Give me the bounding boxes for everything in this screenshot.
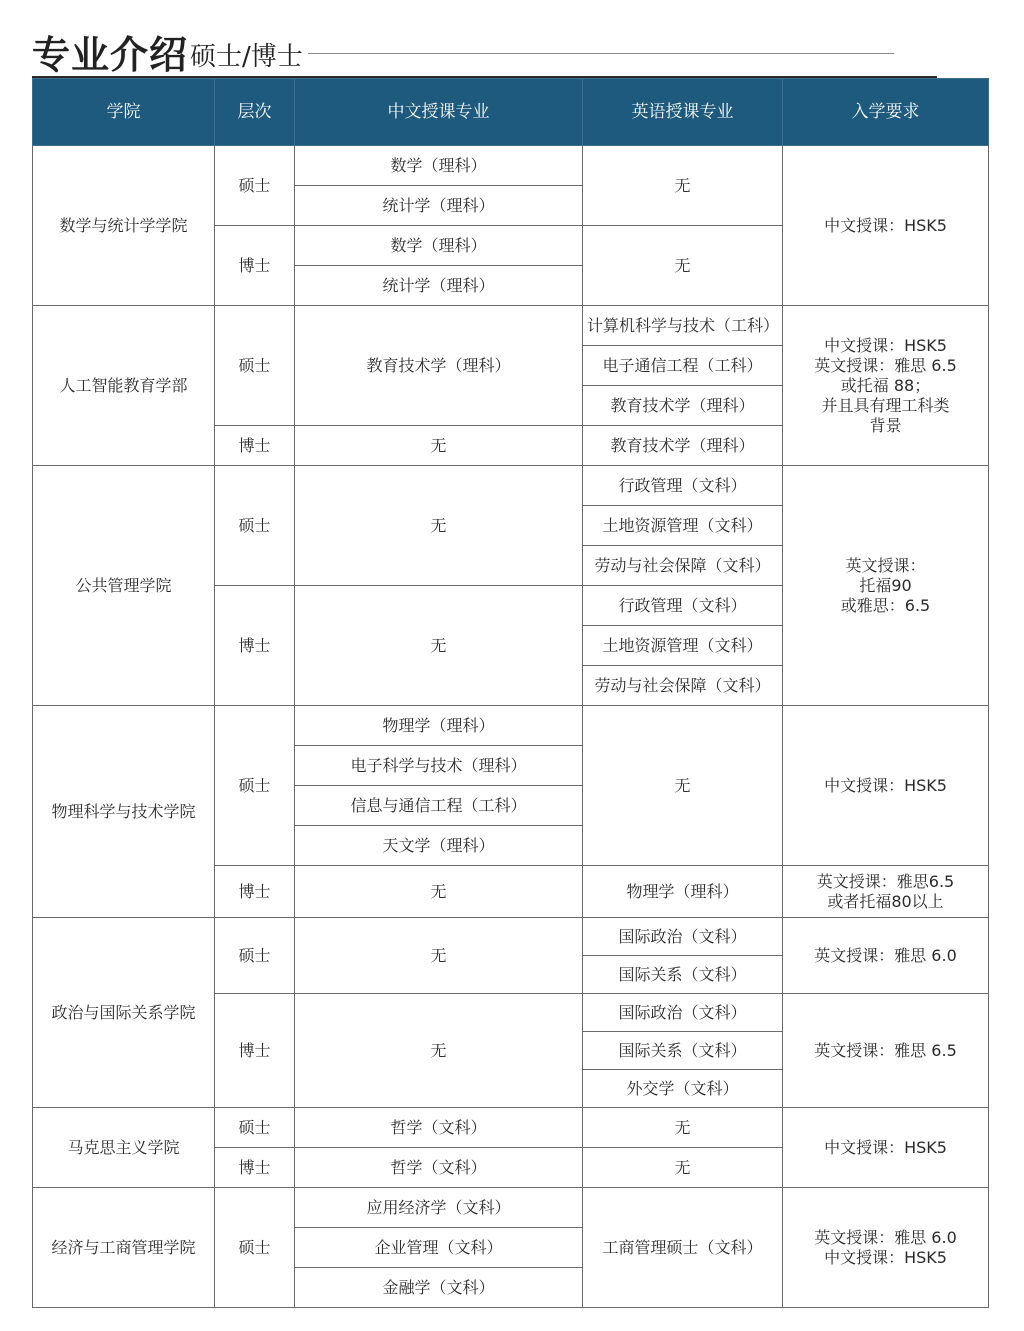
column-header-english-majors: 英语授课专业 (583, 79, 783, 146)
english-major: 物理学（理科） (583, 866, 783, 918)
level-cell: 博士 (215, 226, 295, 306)
table-row (33, 1188, 989, 1228)
level-cell: 硕士 (215, 706, 295, 866)
requirement-cell: 中文授课：HSK5 (783, 706, 989, 866)
chinese-major: 物理学（理科） (295, 706, 583, 746)
english-major: 计算机科学与技术（工科） (583, 306, 783, 346)
chinese-major: 企业管理（文科） (295, 1228, 583, 1268)
chinese-major: 数学（理科） (295, 226, 583, 266)
level-cell: 硕士 (215, 146, 295, 226)
english-major: 无 (583, 146, 783, 226)
school-name: 物理科学与技术学院 (33, 706, 215, 918)
english-major: 电子通信工程（工科） (583, 346, 783, 386)
school-name: 马克思主义学院 (33, 1108, 215, 1188)
requirement-cell: 中文授课：HSK5 英文授课：雅思 6.5 或托福 88； 并且具有理工科类 背景 (783, 306, 989, 466)
level-cell: 博士 (215, 426, 295, 466)
chinese-major: 统计学（理科） (295, 186, 583, 226)
school-name: 政治与国际关系学院 (33, 918, 215, 1108)
chinese-major: 无 (295, 918, 583, 994)
english-major: 外交学（文科） (583, 1070, 783, 1108)
chinese-major: 无 (295, 994, 583, 1108)
school-name: 人工智能教育学部 (33, 306, 215, 466)
level-cell: 博士 (215, 866, 295, 918)
english-major: 无 (583, 706, 783, 866)
page-subtitle: 硕士/博士 (190, 42, 303, 72)
chinese-major: 统计学（理科） (295, 266, 583, 306)
english-major: 国际关系（文科） (583, 1032, 783, 1070)
english-major: 教育技术学（理科） (583, 426, 783, 466)
chinese-major: 无 (295, 866, 583, 918)
level-cell: 博士 (215, 1148, 295, 1188)
school-name: 经济与工商管理学院 (33, 1188, 215, 1308)
school-name: 公共管理学院 (33, 466, 215, 706)
level-cell: 硕士 (215, 466, 295, 586)
chinese-major: 金融学（文科） (295, 1268, 583, 1308)
english-major: 教育技术学（理科） (583, 386, 783, 426)
english-major: 劳动与社会保障（文科） (583, 666, 783, 706)
table-row (33, 306, 989, 346)
level-cell: 硕士 (215, 918, 295, 994)
chinese-major: 无 (295, 426, 583, 466)
requirement-cell: 英文授课：雅思 6.0 (783, 918, 989, 994)
table-row (33, 918, 989, 956)
page-header (32, 20, 932, 77)
chinese-major: 信息与通信工程（工科） (295, 786, 583, 826)
english-major: 国际政治（文科） (583, 918, 783, 956)
level-cell: 博士 (215, 994, 295, 1108)
english-major: 土地资源管理（文科） (583, 626, 783, 666)
school-name: 数学与统计学学院 (33, 146, 215, 306)
english-major: 国际政治（文科） (583, 994, 783, 1032)
chinese-major: 无 (295, 586, 583, 706)
column-header-chinese-majors: 中文授课专业 (295, 79, 583, 146)
level-cell: 硕士 (215, 306, 295, 426)
english-major: 国际关系（文科） (583, 956, 783, 994)
level-cell: 博士 (215, 586, 295, 706)
chinese-major: 教育技术学（理科） (295, 306, 583, 426)
chinese-major: 哲学（文科） (295, 1148, 583, 1188)
title-rule (308, 53, 894, 54)
chinese-major: 数学（理科） (295, 146, 583, 186)
table-row (33, 466, 989, 506)
page-title: 专业介绍 (32, 33, 189, 77)
column-header-level: 层次 (215, 79, 295, 146)
chinese-major: 哲学（文科） (295, 1108, 583, 1148)
table-row (33, 706, 989, 746)
english-major: 劳动与社会保障（文科） (583, 546, 783, 586)
requirement-cell: 中文授课：HSK5 (783, 146, 989, 306)
majors-table (32, 78, 989, 1308)
chinese-major: 无 (295, 466, 583, 586)
table-row (33, 1108, 989, 1148)
english-major: 行政管理（文科） (583, 466, 783, 506)
english-major: 无 (583, 1108, 783, 1148)
chinese-major: 电子科学与技术（理科） (295, 746, 583, 786)
requirement-cell: 英文授课：雅思6.5 或者托福80以上 (783, 866, 989, 918)
requirement-cell: 英文授课：雅思 6.5 (783, 994, 989, 1108)
table-row (33, 146, 989, 186)
chinese-major: 应用经济学（文科） (295, 1188, 583, 1228)
english-major: 土地资源管理（文科） (583, 506, 783, 546)
requirement-cell: 英文授课：雅思 6.0 中文授课：HSK5 (783, 1188, 989, 1308)
level-cell: 硕士 (215, 1188, 295, 1308)
table-header-row (33, 79, 989, 146)
english-major: 行政管理（文科） (583, 586, 783, 626)
chinese-major: 天文学（理科） (295, 826, 583, 866)
english-major: 无 (583, 1148, 783, 1188)
level-cell: 硕士 (215, 1108, 295, 1148)
english-major: 工商管理硕士（文科） (583, 1188, 783, 1308)
english-major: 无 (583, 226, 783, 306)
requirement-cell: 中文授课：HSK5 (783, 1108, 989, 1188)
requirement-cell: 英文授课： 托福90 或雅思：6.5 (783, 466, 989, 706)
column-header-school: 学院 (33, 79, 215, 146)
column-header-requirements: 入学要求 (783, 79, 989, 146)
